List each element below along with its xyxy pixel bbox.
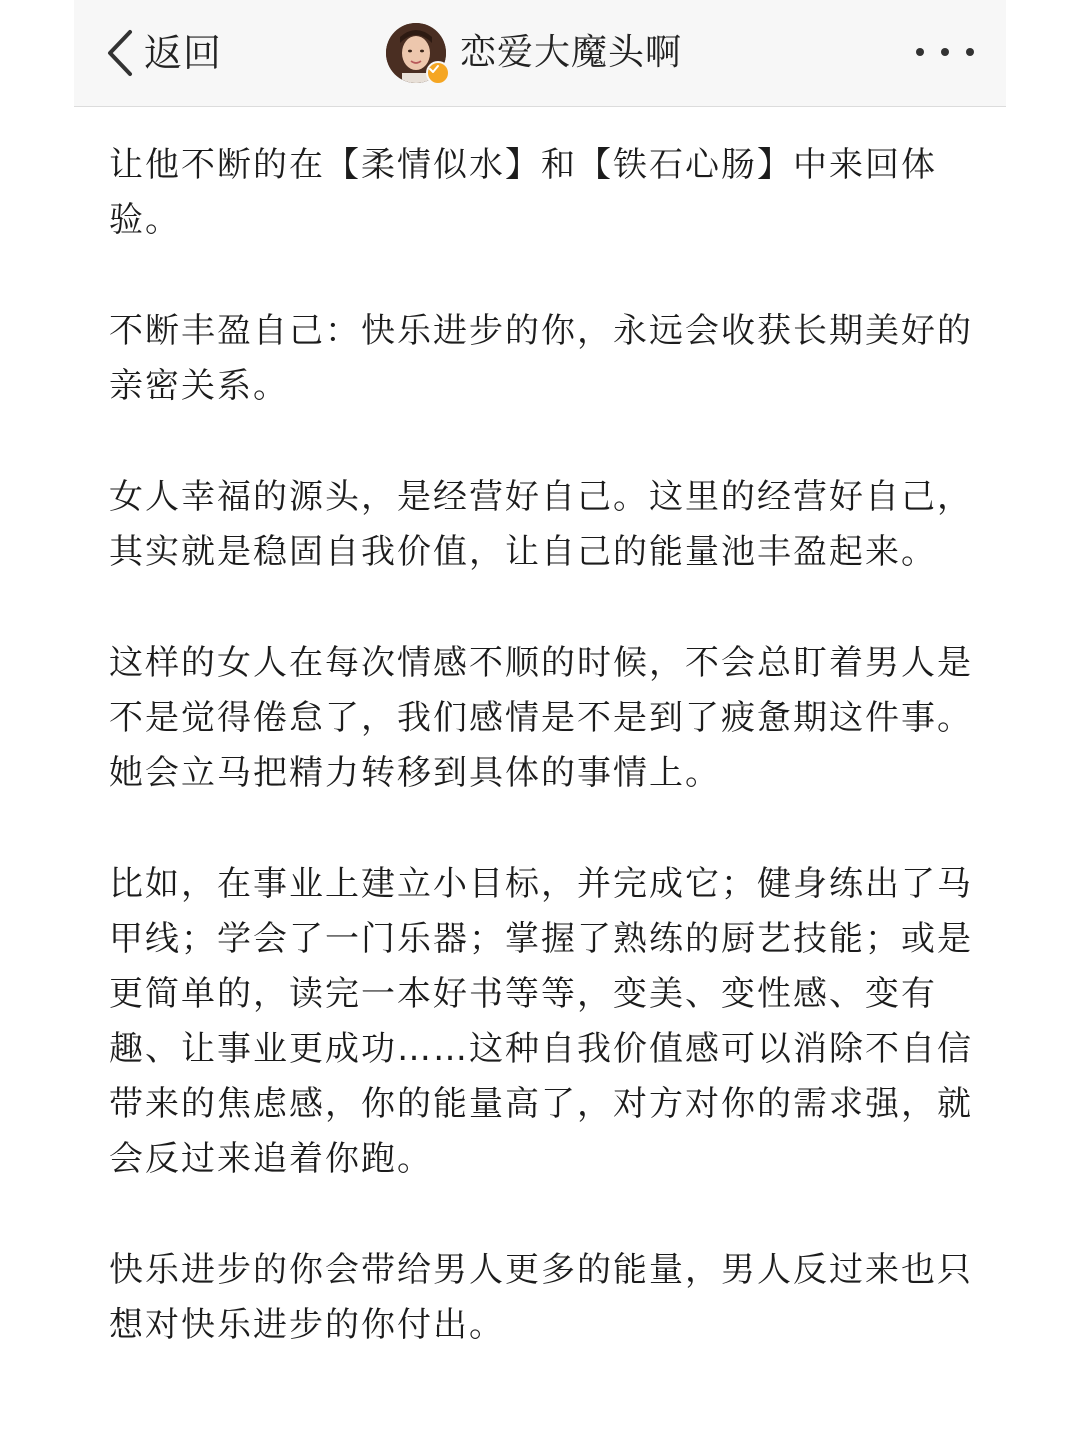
article-screen xyxy=(74,0,1006,1440)
article-body xyxy=(109,138,979,1409)
more-horizontal-icon xyxy=(916,48,924,56)
account-name[interactable]: 恋爱大魔头啊 xyxy=(460,32,683,73)
article-paragraph: 不断丰盈自己：快乐进步的你，永远会收获长期美好的亲密关系。 xyxy=(109,311,973,406)
more-options-button[interactable] xyxy=(916,38,974,66)
chevron-left-icon xyxy=(102,26,138,80)
more-horizontal-icon xyxy=(966,48,974,56)
verified-badge-icon xyxy=(426,61,450,85)
avatar[interactable] xyxy=(386,23,446,83)
more-horizontal-icon xyxy=(941,48,949,56)
account-header[interactable] xyxy=(386,21,682,85)
article-paragraph: 让他不断的在【柔情似水】和【铁石心肠】中来回体验。 xyxy=(109,145,937,240)
back-label: 返回 xyxy=(144,31,223,75)
article-paragraph: 这样的女人在每次情感不顺的时候，不会总盯着男人是不是觉得倦怠了，我们感情是不是到了疲惫期这件事。她会立马把精力转移到具体的事情上。 xyxy=(109,643,973,793)
article-paragraph: 比如，在事业上建立小目标，并完成它；健身练出了马甲线；学会了一门乐器；掌握了熟练的厨艺技能；或是更简单的，读完一本好书等等，变美、变性感、变有趣、让事业更成功……这种自我价值感可以消除不自信带来的焦虑感，你的能量高了，对方对你的需求强，就会反过来追着你跑。 xyxy=(109,864,973,1179)
back-button[interactable] xyxy=(102,26,222,80)
article-paragraph: 女人幸福的源头，是经营好自己。这里的经营好自己，其实就是稳固自我价值，让自己的能量池丰盈起来。 xyxy=(109,477,973,572)
top-navigation-bar xyxy=(74,0,1006,107)
article-paragraph: 快乐进步的你会带给男人更多的能量，男人反过来也只想对快乐进步的你付出。 xyxy=(109,1250,973,1345)
